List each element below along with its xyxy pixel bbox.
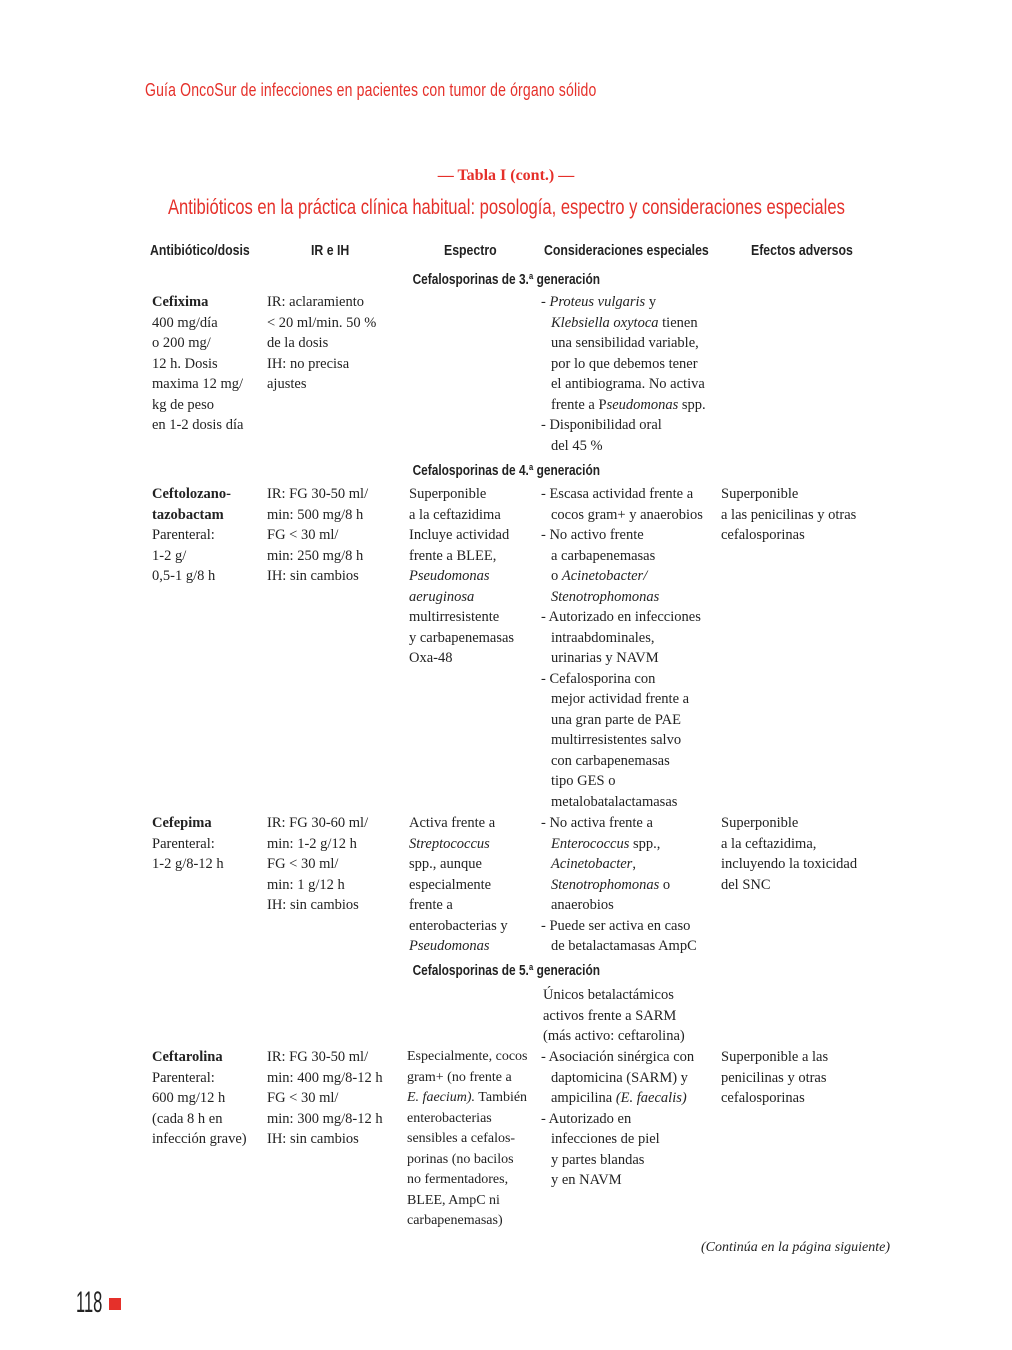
cefepima-cons-italic: Stenotrophomonas — [551, 876, 660, 893]
ceftarolina-ir-line: min: 400 mg/8-12 h — [267, 1069, 383, 1086]
ceftolozano-name: Ceftolozano- — [152, 486, 231, 502]
cefixima-ir-line: IH: no precisa — [267, 355, 350, 372]
ceftarolina-cons-line: - Autorizado en — [541, 1110, 632, 1127]
table-title — [0, 196, 1012, 220]
ceftolozano-cons-line: cocos gram+ y anaerobios — [551, 506, 703, 523]
ceftolozano-ir-line: min: 500 mg/8 h — [267, 506, 364, 523]
cefixima-ir-line: IR: aclaramiento — [267, 294, 365, 310]
cefepima-cons-line: de betalactamasas AmpC — [551, 938, 697, 954]
ceftolozano-cons-line: - Escasa actividad frente a — [541, 486, 694, 502]
ceftolozano-cons-line: urinarias y NAVM — [551, 650, 659, 666]
cefepima-efe-line: a la ceftazidima, — [721, 835, 817, 852]
ceftolozano-cons-text: o — [551, 568, 562, 584]
cefixima-cons-text: tienen — [658, 314, 698, 331]
ceftolozano-dosis-line: 1-2 g/ — [152, 547, 187, 564]
cefixima-dosis-line: 400 mg/día — [152, 314, 218, 331]
cefepima-cons-line: anaerobios — [551, 897, 614, 913]
cefepima-esp-line: enterobacterias y — [409, 917, 508, 934]
ceftolozano-esp-line: Superponible — [409, 486, 487, 502]
ceftarolina-esp-line: sensibles a cefalos- — [407, 1131, 516, 1146]
ceftarolina-dosis-line: 600 mg/12 h — [152, 1090, 226, 1106]
ceftarolina-cons-line: y partes blandas — [551, 1151, 645, 1168]
cefixima-cons-line: - Disponibilidad oral — [541, 417, 662, 433]
ceftarolina-cons-line: y en NAVM — [551, 1172, 622, 1188]
ceftarolina-esp-line: Especialmente, cocos — [407, 1049, 528, 1064]
cefixima-cons-line: el antibiograma. No activa — [551, 376, 705, 392]
cefepima-efe-line: incluyendo la toxicidad — [721, 856, 858, 872]
ceftarolina-ir-ih — [267, 1047, 383, 1150]
section-gen3-text: Cefalosporinas de 3.ª generación — [412, 272, 600, 288]
ceftolozano-dosis-line: 0,5-1 g/8 h — [152, 568, 216, 584]
ceftarolina-esp-line: porinas (no bacilos — [407, 1151, 514, 1167]
ceftolozano-dosis-line: Parenteral: — [152, 527, 215, 543]
ceftolozano-ir-line: min: 250 mg/8 h — [267, 547, 364, 564]
cefixima-cons-italic: Proteus vulgaris — [549, 294, 646, 310]
ceftolozano-esp-line: a la ceftazidima — [409, 506, 501, 523]
ceftarolina-esp-line: enterobacterias — [407, 1110, 492, 1126]
ceftolozano-cons-line: mejor actividad frente a — [551, 691, 690, 707]
ceftolozano-cons-line: multirresistentes salvo — [551, 732, 682, 748]
ceftolozano-esp-italic: Pseudomonas — [409, 568, 490, 584]
ceftarolina-cons-italic: (E. faecalis) — [615, 1090, 687, 1106]
cefixima-cons-text: spp. — [678, 396, 706, 413]
ceftolozano-cons-line: una gran parte de PAE — [551, 711, 681, 728]
column-header-consideraciones: Consideraciones especiales — [544, 242, 709, 259]
cefepima-cons-text: , — [632, 856, 636, 872]
ceftarolina-dosis-line: (cada 8 h en — [152, 1110, 223, 1127]
cefepima-dosis-line: Parenteral: — [152, 835, 215, 852]
ceftolozano-ir-line: IH: sin cambios — [267, 568, 359, 584]
cefepima-efe-line: del SNC — [721, 876, 771, 893]
cefixima-cons-text: - — [541, 294, 550, 310]
gen5-note-line: activos frente a SARM — [543, 1007, 677, 1024]
cefepima-esp-line: Activa frente a — [409, 815, 496, 831]
ceftarolina-cons-text: ampicilina — [551, 1090, 616, 1106]
ceftolozano-efectos — [721, 484, 856, 546]
cefepima-dosis — [152, 813, 224, 875]
ceftarolina-esp-line: no fermentadores, — [407, 1172, 509, 1187]
cefepima-cons-italic: Enterococcus — [551, 835, 630, 852]
ceftolozano-cons-line: - No activo frente — [541, 527, 644, 543]
ceftarolina-efe-line: penicilinas y otras — [721, 1069, 827, 1086]
ceftarolina-ir-line: min: 300 mg/8-12 h — [267, 1110, 383, 1127]
ceftolozano-name: tazobactam — [152, 506, 224, 523]
ceftolozano-esp-line: Oxa-48 — [409, 650, 453, 666]
cefixima-consideraciones — [541, 292, 706, 456]
running-header: Guía OncoSur de infecciones en pacientes con tumor de órgano sólido — [145, 80, 597, 100]
ceftolozano-esp-line: frente a BLEE, — [409, 547, 497, 564]
ceftarolina-efe-line: cefalosporinas — [721, 1090, 805, 1106]
ceftolozano-cons-line: con carbapenemasas — [551, 752, 670, 769]
cefepima-esp-line: spp., aunque — [409, 856, 482, 872]
ceftolozano-cons-line: - Cefalosporina con — [541, 670, 656, 687]
cefixima-ir-line: ajustes — [267, 376, 307, 392]
cefepima-cons-text: o — [659, 876, 671, 893]
cefixima-cons-italic: seudomonas — [606, 396, 679, 413]
gen5-note — [543, 985, 685, 1047]
ceftarolina-dosis — [152, 1047, 247, 1150]
section-gen4 — [0, 463, 1012, 479]
section-gen3 — [0, 272, 1012, 288]
cefixima-dosis-line: maxima 12 mg/ — [152, 376, 244, 392]
cefixima-cons-line: del 45 % — [551, 437, 603, 454]
cefepima-cons-line: - No activa frente a — [541, 815, 653, 831]
cefepima-esp-line: frente a — [409, 897, 453, 913]
cefepima-ir-line: min: 1-2 g/12 h — [267, 835, 357, 852]
cefepima-ir-ih — [267, 813, 368, 916]
cefixima-dosis-line: en 1-2 dosis día — [152, 417, 244, 433]
ceftolozano-esp-line: y carbapenemasas — [409, 629, 515, 646]
ceftarolina-name: Ceftarolina — [152, 1049, 223, 1065]
page-mark-square — [109, 1298, 121, 1310]
column-header-antibiotico: Antibiótico/dosis — [150, 242, 250, 259]
ceftolozano-efe-line: Superponible — [721, 486, 799, 502]
ceftarolina-ir-line: FG < 30 ml/ — [267, 1090, 339, 1106]
cefepima-dosis-line: 1-2 g/8-12 h — [152, 856, 224, 872]
ceftarolina-consideraciones — [541, 1047, 694, 1191]
ceftolozano-dosis — [152, 484, 231, 587]
cefepima-efe-line: Superponible — [721, 815, 799, 831]
cefixima-cons-text: y — [645, 294, 657, 310]
column-header-espectro: Espectro — [444, 242, 497, 259]
ceftarolina-efectos — [721, 1047, 828, 1109]
ceftarolina-efe-line: Superponible a las — [721, 1049, 829, 1065]
cefixima-cons-line: por lo que debemos tener — [551, 355, 698, 372]
cefepima-name: Cefepima — [152, 815, 212, 831]
ceftolozano-consideraciones — [541, 484, 703, 812]
ceftolozano-cons-line: intraabdominales, — [551, 629, 655, 646]
section-gen4-text: Cefalosporinas de 4.ª generación — [412, 463, 600, 479]
ceftarolina-cons-line: daptomicina (SARM) y — [551, 1069, 688, 1086]
ceftolozano-efe-line: cefalosporinas — [721, 527, 805, 543]
ceftarolina-ir-line: IR: FG 30-50 ml/ — [267, 1049, 369, 1065]
gen5-note-line: Únicos betalactámicos — [543, 987, 674, 1003]
ceftolozano-ir-line: FG < 30 ml/ — [267, 527, 339, 543]
cefixima-dosis — [152, 292, 243, 436]
ceftarolina-cons-line: - Asociación sinérgica con — [541, 1049, 695, 1065]
cefixima-ir-line: < 20 ml/min. 50 % — [267, 314, 377, 331]
ceftarolina-espectro — [407, 1047, 528, 1232]
ceftarolina-esp-line: BLEE, AmpC ni — [407, 1192, 500, 1208]
cefepima-ir-line: min: 1 g/12 h — [267, 876, 345, 893]
cefepima-efectos — [721, 813, 857, 895]
cefixima-dosis-line: kg de peso — [152, 396, 215, 413]
ceftolozano-esp-line: multirresistente — [409, 609, 500, 625]
ceftarolina-esp-text: También — [475, 1090, 528, 1105]
ceftarolina-dosis-line: Parenteral: — [152, 1069, 215, 1086]
cefepima-ir-line: IR: FG 30-60 ml/ — [267, 815, 369, 831]
column-header-efectos: Efectos adversos — [751, 242, 853, 259]
ceftolozano-efe-line: a las penicilinas y otras — [721, 506, 857, 523]
cefixima-dosis-line: 12 h. Dosis — [152, 355, 218, 372]
ceftarolina-dosis-line: infección grave) — [152, 1131, 247, 1147]
ceftolozano-esp-italic: aeruginosa — [409, 588, 475, 605]
continuation-note: (Continúa en la página siguiente) — [701, 1240, 890, 1255]
ceftolozano-cons-italic: Acinetobacter/ — [561, 568, 648, 584]
cefepima-consideraciones — [541, 813, 697, 957]
cefixima-ir-ih — [267, 292, 376, 395]
page-number: 118 — [76, 1286, 103, 1319]
cefixima-ir-line: de la dosis — [267, 335, 329, 351]
ceftolozano-cons-line: - Autorizado en infecciones — [541, 609, 701, 625]
cefepima-espectro — [409, 813, 508, 957]
cefepima-esp-line: especialmente — [409, 876, 492, 893]
ceftarolina-esp-line: carbapenemasas) — [407, 1213, 503, 1228]
ceftolozano-cons-line: a carbapenemasas — [551, 547, 656, 564]
ceftolozano-espectro — [409, 484, 514, 669]
cefepima-cons-text: spp., — [629, 835, 661, 852]
ceftolozano-ir-line: IR: FG 30-50 ml/ — [267, 486, 369, 502]
cefixima-name: Cefixima — [152, 294, 209, 310]
table-label: — Tabla I (cont.) — — [437, 167, 575, 184]
section-gen5 — [0, 963, 1012, 979]
cefepima-esp-italic: Pseudomonas — [409, 938, 490, 954]
gen5-note-line: (más activo: ceftarolina) — [543, 1028, 685, 1044]
table-title-text: Antibióticos en la práctica clínica habitual: posología, espectro y consideraciones especiales — [167, 196, 845, 219]
ceftarolina-esp-line: gram+ (no frente a — [407, 1069, 512, 1085]
ceftarolina-esp-italic: E. faecium). — [407, 1090, 476, 1105]
section-gen5-text: Cefalosporinas de 5.ª generación — [412, 963, 600, 979]
ceftarolina-cons-line: infecciones de piel — [551, 1131, 660, 1147]
cefepima-cons-italic: Acinetobacter — [551, 856, 633, 872]
cefixima-cons-line: una sensibilidad variable, — [551, 335, 699, 351]
ceftarolina-ir-line: IH: sin cambios — [267, 1131, 359, 1147]
ceftolozano-esp-line: Incluye actividad — [409, 527, 510, 543]
ceftolozano-cons-line: tipo GES o — [551, 773, 616, 789]
cefepima-ir-line: FG < 30 ml/ — [267, 856, 339, 872]
cefixima-cons-text: frente a P — [551, 396, 607, 413]
cefepima-cons-line: - Puede ser activa en caso — [541, 917, 691, 934]
cefepima-esp-italic: Streptococcus — [409, 835, 490, 852]
column-header-ir-ih: IR e IH — [311, 242, 350, 259]
ceftolozano-cons-line: metalobatalactamasas — [551, 793, 678, 810]
ceftolozano-cons-italic: Stenotrophomonas — [551, 588, 660, 605]
cefixima-cons-italic: Klebsiella oxytoca — [551, 314, 659, 331]
cefepima-ir-line: IH: sin cambios — [267, 897, 359, 913]
cefixima-dosis-line: o 200 mg/ — [152, 335, 211, 351]
ceftolozano-ir-ih — [267, 484, 368, 587]
